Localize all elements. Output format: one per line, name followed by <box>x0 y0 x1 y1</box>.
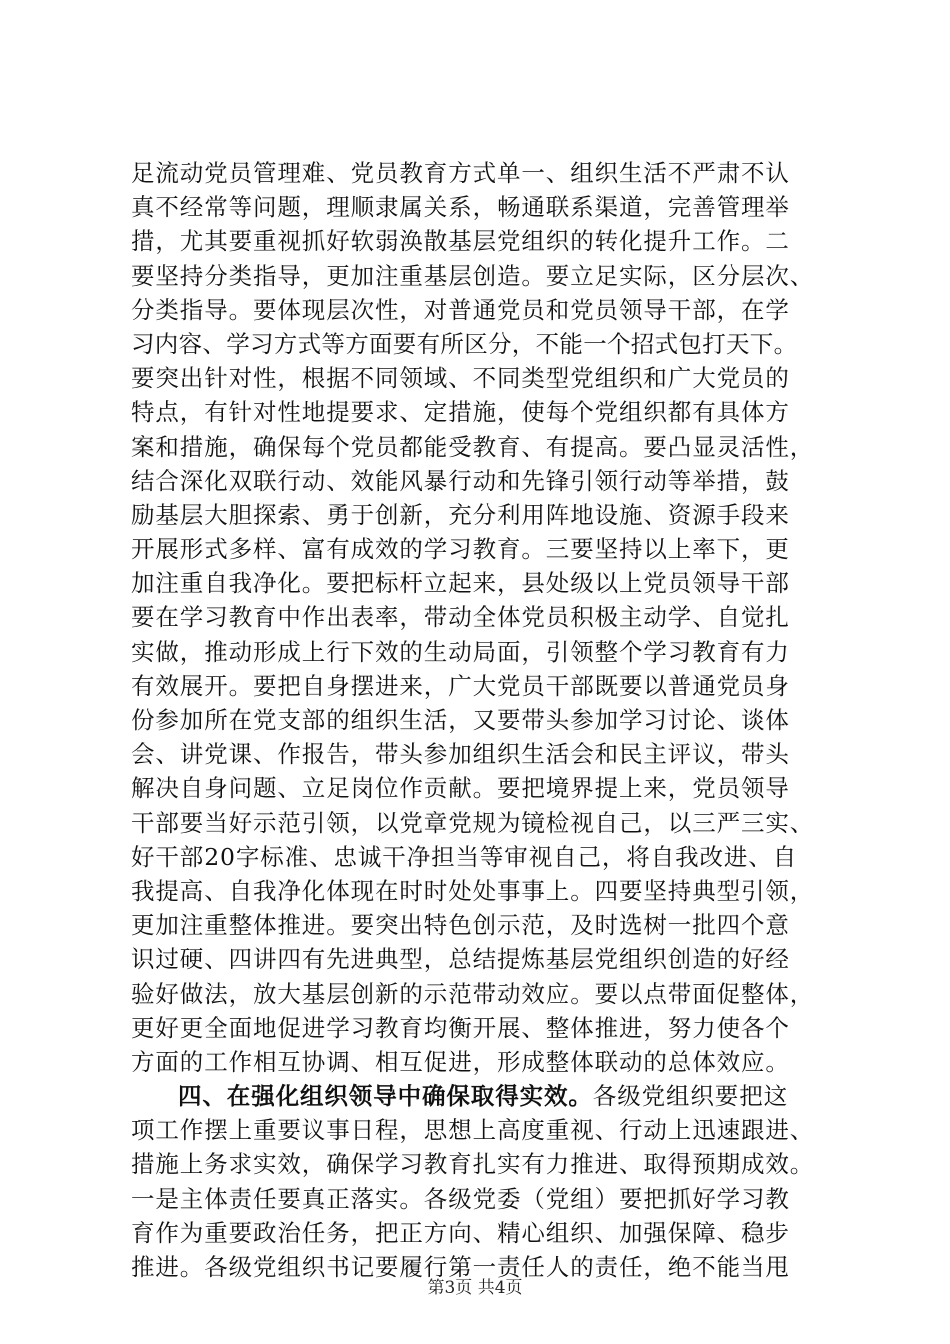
text-line: 我提高、自我净化体现在时时处处事事上。四要坚持典型引领， <box>131 876 815 905</box>
text-line: 验好做法，放大基层创新的示范带动效应。要以点带面促整体， <box>131 979 815 1008</box>
text-line: 份参加所在党支部的组织生活，又要带头参加学习讨论、谈体 <box>131 706 790 734</box>
text-line: 更加注重整体推进。要突出特色创示范，及时选树一批四个意 <box>131 911 790 940</box>
document-body <box>131 156 851 1284</box>
text-line: 有效展开。要把自身摆进来，广大党员干部既要以普通党员身 <box>131 671 790 700</box>
text-line: 习内容、学习方式等方面要有所区分，不能一个招式包打天下。 <box>131 329 798 358</box>
section-heading: 四、在强化组织领导中确保取得实效。 <box>178 1082 593 1111</box>
text-line: 真不经常等问题，理顺隶属关系，畅通联系渠道，完善管理举 <box>131 193 790 222</box>
text-line: 措，尤其要重视抓好软弱涣散基层党组织的转化提升工作。二 <box>131 227 790 256</box>
text-line: 项工作摆上重要议事日程，思想上高度重视、行动上迅速跟进、 <box>131 1116 815 1145</box>
text-line: 实做，推动形成上行下效的生动局面，引领整个学习教育有力 <box>131 637 790 666</box>
text-line: 措施上务求实效，确保学习教育扎实有力推进、取得预期成效。 <box>131 1150 815 1179</box>
text-line: 育作为重要政治任务，把正方向、精心组织、加强保障、稳步 <box>131 1218 790 1247</box>
text-line: 特点，有针对性地提要求、定措施，使每个党组织都有具体方 <box>131 398 790 427</box>
text-line: 足流动党员管理难、党员教育方式单一、组织生活不严肃不认 <box>131 159 790 187</box>
text-line: 推进。各级党组织书记要履行第一责任人的责任，绝不能当甩 <box>131 1253 790 1281</box>
text-line: 案和措施，确保每个党员都能受教育、有提高。要凸显灵活性， <box>131 432 815 461</box>
text-line: 方面的工作相互协调、相互促进，形成整体联动的总体效应。 <box>131 1047 790 1076</box>
text-line: 要在学习教育中作出表率，带动全体党员积极主动学、自觉扎 <box>131 603 790 632</box>
text-line: 结合深化双联行动、效能风暴行动和先锋引领行动等举措，鼓 <box>131 466 790 495</box>
text-line: 更好更全面地促进学习教育均衡开展、整体推进，努力使各个 <box>131 1013 790 1042</box>
section-heading-continuation: 各级党组织要把这 <box>592 1082 789 1111</box>
text-line: 加注重自我净化。要把标杆立起来，县处级以上党员领导干部 <box>131 569 790 598</box>
text-line: 开展形式多样、富有成效的学习教育。三要坚持以上率下，更 <box>131 535 790 564</box>
text-line: 识过硬、四讲四有先进典型，总结提炼基层党组织创造的好经 <box>131 945 790 974</box>
text-line: 解决自身问题、立足岗位作贡献。要把境界提上来，党员领导 <box>131 774 790 803</box>
text-line: 要突出针对性，根据不同领域、不同类型党组织和广大党员的 <box>131 364 790 393</box>
text-line: 一是主体责任要真正落实。各级党委（党组）要把抓好学习教 <box>131 1184 790 1213</box>
text-line: 要坚持分类指导，更加注重基层创造。要立足实际，区分层次、 <box>131 261 815 290</box>
page-footer: 第3页 共4页 <box>427 1278 523 1298</box>
section-heading-line <box>131 1079 851 1113</box>
text-line: 分类指导。要体现层次性，对普通党员和党员领导干部，在学 <box>131 295 790 324</box>
text-line: 干部要当好示范引领，以党章党规为镜检视自己，以三严三实、 <box>131 808 815 837</box>
text-line: 励基层大胆探索、勇于创新，充分利用阵地设施、资源手段来 <box>131 500 790 529</box>
text-line: 好干部20字标准、忠诚干净担当等审视自己，将自我改进、自 <box>131 842 798 871</box>
text-line: 会、讲党课、作报告，带头参加组织生活会和民主评议，带头 <box>131 740 790 769</box>
